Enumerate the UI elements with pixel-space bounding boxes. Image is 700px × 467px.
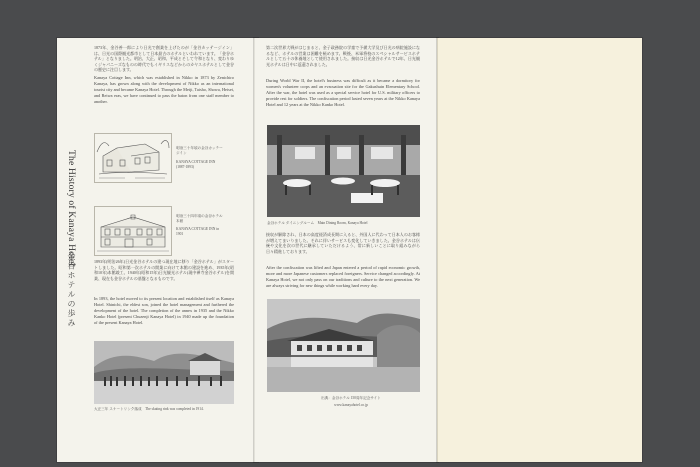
source-url: www.kanayahotel.co.jp	[334, 403, 368, 407]
right-page	[437, 38, 642, 462]
hotel-1901-sketch	[94, 206, 172, 256]
hotel-1901-caption-jp: 明治三十四年頃の金谷ホテル本館	[176, 214, 223, 223]
jp-intro-text: 1873年、金谷善一郎により日光で創業を上げたのが「金谷カッテージイン」は、日光の国際観光都市として日本最古のホテルといわれています。「金谷ホテル」となりました。明治、大正、昭和、平成とそして令和となり、変わりゆくジャパニーズなものの時代でもイギリスなどからのカヤスホテルとして金谷の歴史に注目します。	[94, 45, 234, 73]
hotel-1901-caption-en: KANAYA COTTAGE INN in 1901	[176, 227, 220, 236]
hotel-exterior-photo	[267, 299, 420, 392]
skating-rink-caption: 大正三年 スケートリンク落成 The skating rink was completed in 1914.	[94, 407, 204, 411]
dining-room-photo	[267, 125, 420, 217]
jp-after-text: 接収が解除され、日本の高度経済成長期に入ると、外国人に代わって日本人のお客様が増えてまいりました。それに伴いサービスも変化していきました。金谷ホテルは伝統や文化を次の世代に継承していただけるよう、常に新しいことに取り組みながら日々精進しております。	[266, 232, 420, 254]
jp-1893-text: 1893年(明治26年)日光金谷ホテルの建つ現在地に移り「金谷ホテル」がスタートしました。昭和第一次ホテルの開業に向けて本館の建設を進め、1935年(昭和10年)本館竣工、1940年(昭和15年)日光観光ホテル(現中禅寺金谷ホテル)を開業、現在も金谷ホテルの基盤となるものです。	[94, 259, 234, 281]
vertical-title-jp: 金谷ホテルの歩み	[67, 252, 76, 328]
source-caption-jp: 出典：金谷ホテル 150周年記念サイト	[321, 396, 381, 400]
vertical-title: The History of Kanaya Hotel	[66, 150, 76, 267]
skating-rink-photo	[94, 341, 234, 404]
en-war-text: During World War II, the hotel's business was difficult as it became a dormitory for women's volunteer corps and an evacuation site for the Gakushuin Elementary School. After the war, the hotel was used as a special service hotel for U.S. military officers to provide rest for soldiers. The confiscation period lasted seven years at the Nikko Kanaya Hotel and 12 years at the Nikko Kanko Hotel.	[266, 78, 420, 107]
jp-war-text: 第二次世界大戦がはじまると、金子政務院の学童で予備大学及び日光の病院施設になるなど、ホテルの営業は困難を極めます。戦後、米軍将校のスペシャルサービスホテルとして五十の休養地として使用されました。接収は日光金谷ホテルで12年、日光観光ホテルは日中に返還されました。	[266, 45, 420, 67]
en-1893-text: In 1893, the hotel moved to its present location and established itself as Kanaya Hotel. Shinichi, the eldest son, joined the hotel management and furthered the development of the hotel. The completion of the annex in 1935 and the Nikko Kanko Hotel (present Chuzenji Kanaya Hotel) in 1940 made up the foundation of the present Kanaya Hotel.	[94, 296, 234, 325]
en-after-text: After the confiscation was lifted and Japan entered a period of rapid economic growth, more and more Japanese customers replaced foreigners. Service changed accordingly. At Kanaya Hotel, we not only pass on our traditions and culture to the next generation. We are always striving for new things while working hard every day.	[266, 265, 420, 288]
en-intro-text: Kanaya Cottage Inn, which was established in Nikko in 1873 by Zenichiro Kanaya, has grown along with the development of Nikko as an international tourist city and became Kanaya Hotel. Through the Meiji, Taisho, Showa, Heisei, and Reiwa eras, we have continued to pass the baton from one staff member to another.	[94, 75, 234, 104]
cottage-inn-caption-jp: 明治三十年頃の金谷カッテージイン	[176, 146, 223, 155]
cottage-inn-sketch	[94, 133, 172, 183]
cottage-inn-caption-en: KANAYA COTTAGE INN (1887-1893)	[176, 160, 216, 169]
dining-room-caption: 金谷ホテル ダイニングルーム Main Dining Room, Kanaya Hotel	[267, 221, 368, 225]
